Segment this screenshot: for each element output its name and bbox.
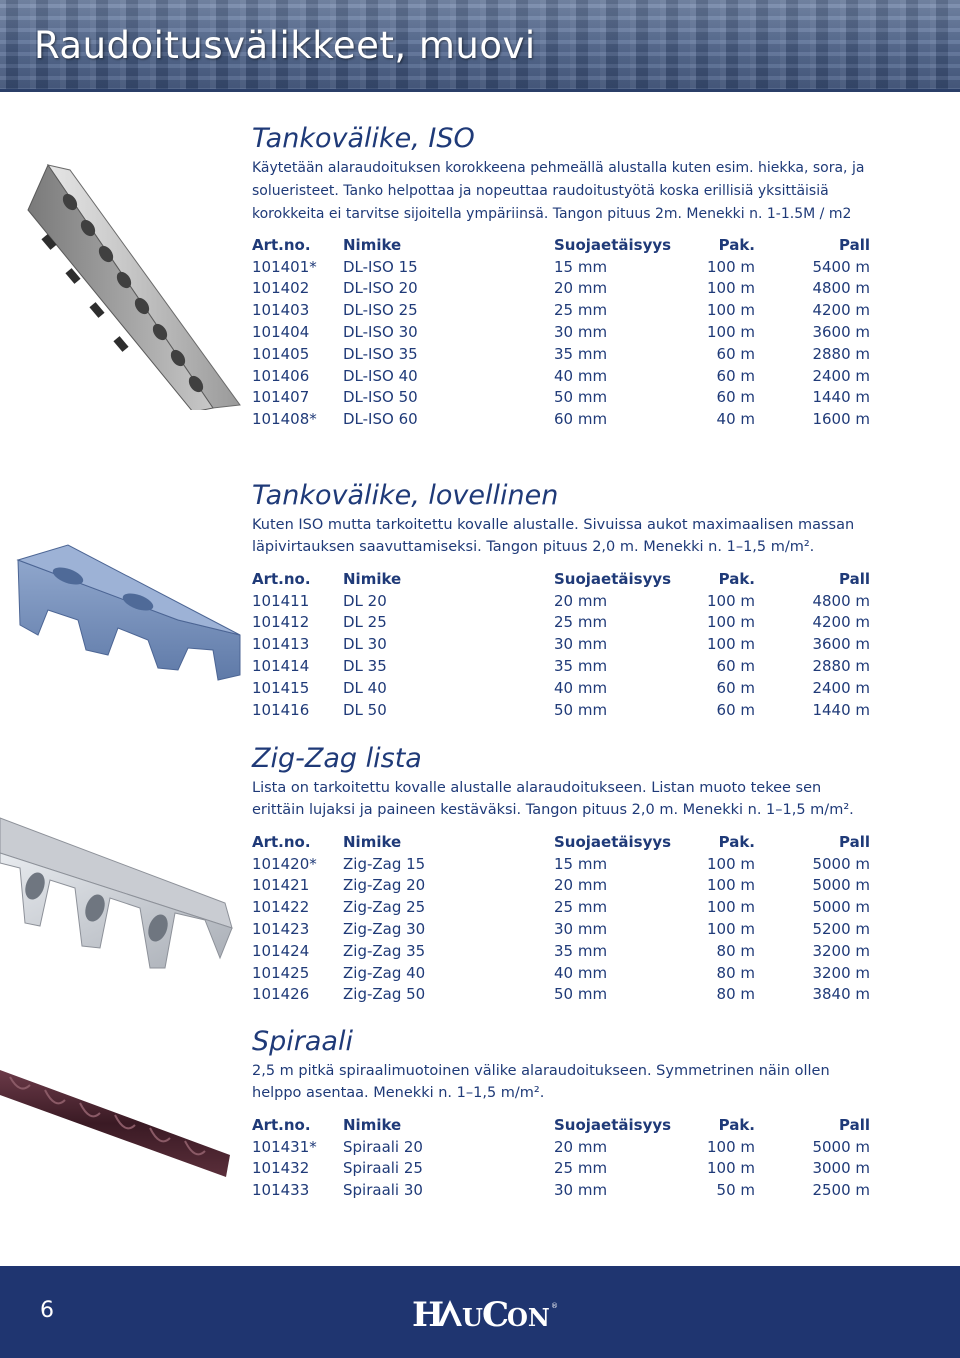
cell-art: 101405 [252, 344, 310, 363]
cell-pall: 5000 m [812, 898, 870, 917]
cell-pak: 60 m [716, 700, 755, 719]
col-header-pak: Pak. [718, 832, 755, 851]
cell-art: 101425 [252, 963, 310, 982]
section-spiral [252, 1026, 892, 1201]
table-row [252, 699, 870, 721]
cell-pak: 100 m [706, 323, 755, 342]
col-header-name: Nimike [343, 832, 402, 851]
cell-art: 101403 [252, 301, 310, 320]
cell-art: 101420* [252, 854, 317, 873]
table-row [252, 343, 870, 365]
table-row [252, 278, 870, 300]
cell-art: 101414 [252, 657, 310, 676]
col-header-pak: Pak. [718, 235, 755, 254]
cell-pall: 4200 m [812, 301, 870, 320]
cell-distance: 20 mm [554, 876, 608, 895]
cell-pall: 5000 m [812, 854, 870, 873]
cell-pak: 100 m [706, 854, 755, 873]
table-row [252, 590, 870, 612]
cell-pak: 80 m [716, 985, 755, 1004]
col-header-distance: Suojaetäisyys [554, 569, 672, 588]
section-description: 2,5 m pitkä spiraalimuotoinen välike alaraudoitukseen. Symmetrinen näin ollen helppo asentaa. Menekki n. 1–1,5 m/m². [252, 1063, 830, 1101]
cell-distance: 25 mm [554, 898, 608, 917]
product-table [252, 831, 870, 1005]
table-row [252, 655, 870, 677]
section-title: Tankovälike, ISO [252, 123, 475, 154]
cell-pall: 2880 m [812, 344, 870, 363]
table-row [252, 918, 870, 940]
cell-pall: 5000 m [812, 1137, 870, 1156]
cell-name: DL-ISO 40 [343, 366, 418, 385]
table-row [252, 896, 870, 918]
cell-art: 101421 [252, 876, 310, 895]
cell-distance: 25 mm [554, 301, 608, 320]
cell-pall: 3840 m [812, 985, 870, 1004]
cell-pak: 80 m [716, 941, 755, 960]
cell-name: DL-ISO 30 [343, 323, 418, 342]
table-row [252, 875, 870, 897]
cell-name: Spiraali 20 [343, 1137, 423, 1156]
col-header-pall: Pall [839, 832, 870, 851]
cell-pak: 60 m [716, 657, 755, 676]
section-zigzag [252, 743, 892, 1005]
cell-pall: 5000 m [812, 876, 870, 895]
table-row [252, 612, 870, 634]
table-row [252, 633, 870, 655]
cell-pak: 40 m [716, 410, 755, 429]
section-title: Spiraali [252, 1026, 353, 1057]
table-row [252, 984, 870, 1006]
svg-text:U: U [462, 1303, 483, 1332]
cell-name: Zig-Zag 35 [343, 941, 426, 960]
cell-pall: 4800 m [812, 279, 870, 298]
section-description: Lista on tarkoitettu kovalle alustalle alaraudoitukseen. Listan muoto tekee sen erittäin lujaksi ja paineen kestäväksi. Tangon pituus 2,0 m. Menekki n. 1–1,5 m/m². [252, 780, 854, 818]
col-header-distance: Suojaetäisyys [554, 235, 672, 254]
section-notched [252, 480, 892, 721]
cell-pall: 2500 m [812, 1181, 870, 1200]
col-header-pak: Pak. [718, 1115, 755, 1134]
cell-distance: 30 mm [554, 1181, 608, 1200]
cell-pall: 3200 m [812, 963, 870, 982]
cell-pak: 60 m [716, 678, 755, 697]
col-header-art: Art.no. [252, 832, 311, 851]
cell-pak: 100 m [706, 898, 755, 917]
cell-pall: 1440 m [812, 388, 870, 407]
section-title: Zig-Zag lista [252, 743, 422, 774]
cell-name: DL 40 [343, 678, 387, 697]
cell-name: Zig-Zag 50 [343, 985, 426, 1004]
cell-art: 101412 [252, 613, 310, 632]
cell-pak: 60 m [716, 366, 755, 385]
cell-name: Spiraali 30 [343, 1181, 423, 1200]
col-header-pak: Pak. [718, 569, 755, 588]
page-title: Raudoitusvälikkeet, muovi [34, 24, 536, 67]
svg-text:®: ® [551, 1302, 558, 1310]
cell-art: 101432 [252, 1159, 310, 1178]
cell-distance: 30 mm [554, 635, 608, 654]
cell-name: DL-ISO 20 [343, 279, 418, 298]
table-row [252, 365, 870, 387]
table-row [252, 940, 870, 962]
cell-art: 101431* [252, 1137, 317, 1156]
cell-art: 101408* [252, 410, 317, 429]
col-header-distance: Suojaetäisyys [554, 1115, 672, 1134]
product-table [252, 568, 870, 721]
footer-bar [0, 1266, 960, 1358]
cell-art: 101426 [252, 985, 310, 1004]
col-header-pall: Pall [839, 569, 870, 588]
cell-pall: 4800 m [812, 591, 870, 610]
table-row [252, 853, 870, 875]
col-header-art: Art.no. [252, 569, 311, 588]
header-banner [0, 0, 960, 92]
cell-name: Zig-Zag 20 [343, 876, 426, 895]
svg-text:C: C [482, 1295, 510, 1334]
cell-art: 101424 [252, 941, 310, 960]
table-header-row [252, 234, 870, 256]
cell-distance: 15 mm [554, 854, 608, 873]
table-header-row [252, 1114, 870, 1136]
cell-pak: 100 m [706, 279, 755, 298]
cell-distance: 15 mm [554, 257, 608, 276]
cell-name: Zig-Zag 40 [343, 963, 426, 982]
section-iso [252, 123, 892, 430]
col-header-name: Nimike [343, 1115, 402, 1134]
notched-spacer-image [8, 540, 244, 690]
cell-name: DL-ISO 15 [343, 257, 418, 276]
cell-distance: 35 mm [554, 941, 608, 960]
cell-pall: 1440 m [812, 700, 870, 719]
cell-art: 101413 [252, 635, 310, 654]
cell-pak: 100 m [706, 591, 755, 610]
cell-art: 101406 [252, 366, 310, 385]
cell-pak: 100 m [706, 257, 755, 276]
cell-distance: 50 mm [554, 985, 608, 1004]
cell-pall: 3600 m [812, 635, 870, 654]
cell-name: DL 35 [343, 657, 387, 676]
cell-pall: 5200 m [812, 920, 870, 939]
cell-name: Zig-Zag 25 [343, 898, 426, 917]
svg-text:ON: ON [507, 1303, 550, 1332]
cell-art: 101407 [252, 388, 310, 407]
cell-distance: 25 mm [554, 613, 608, 632]
cell-art: 101433 [252, 1181, 310, 1200]
cell-pall: 3600 m [812, 323, 870, 342]
col-header-pall: Pall [839, 235, 870, 254]
cell-pak: 100 m [706, 301, 755, 320]
product-table [252, 1114, 870, 1201]
table-row [252, 962, 870, 984]
col-header-art: Art.no. [252, 235, 311, 254]
cell-distance: 30 mm [554, 920, 608, 939]
haucon-logo [412, 1290, 562, 1334]
table-row [252, 1136, 870, 1158]
cell-pak: 60 m [716, 344, 755, 363]
product-table [252, 234, 870, 430]
cell-art: 101415 [252, 678, 310, 697]
cell-pall: 3200 m [812, 941, 870, 960]
cell-art: 101404 [252, 323, 310, 342]
cell-name: DL-ISO 50 [343, 388, 418, 407]
cell-distance: 60 mm [554, 410, 608, 429]
cell-distance: 40 mm [554, 963, 608, 982]
col-header-pall: Pall [839, 1115, 870, 1134]
table-row [252, 387, 870, 409]
cell-name: DL-ISO 35 [343, 344, 418, 363]
table-row [252, 256, 870, 278]
col-header-distance: Suojaetäisyys [554, 832, 672, 851]
cell-name: DL 20 [343, 591, 387, 610]
cell-distance: 50 mm [554, 700, 608, 719]
section-title: Tankovälike, lovellinen [252, 480, 559, 511]
table-row [252, 677, 870, 699]
iso-spacer-image [8, 150, 246, 410]
cell-art: 101411 [252, 591, 310, 610]
table-row [252, 1179, 870, 1201]
cell-distance: 25 mm [554, 1159, 608, 1178]
cell-distance: 20 mm [554, 591, 608, 610]
cell-pak: 100 m [706, 613, 755, 632]
section-description: Käytetään alaraudoituksen korokkeena pehmeällä alustalla kuten esim. hiekka, sora, ja solueristeet. Tanko helpottaa ja nopeuttaa raudoitustyötä koska erillisiä yksittäisiä korokkeita ei tarvitse sijoitella ympäriinsä. Tangon pituus 2m. Menekki n. 1-1.5M / m2 [252, 160, 865, 222]
cell-art: 101423 [252, 920, 310, 939]
svg-text:H: H [412, 1295, 445, 1334]
cell-art: 101402 [252, 279, 310, 298]
cell-pak: 80 m [716, 963, 755, 982]
cell-name: Zig-Zag 30 [343, 920, 426, 939]
cell-distance: 20 mm [554, 1137, 608, 1156]
cell-pall: 3000 m [812, 1159, 870, 1178]
table-row [252, 408, 870, 430]
table-row [252, 299, 870, 321]
cell-distance: 20 mm [554, 279, 608, 298]
cell-art: 101401* [252, 257, 317, 276]
cell-pall: 2400 m [812, 678, 870, 697]
cell-pak: 100 m [706, 1137, 755, 1156]
cell-pak: 100 m [706, 635, 755, 654]
cell-distance: 35 mm [554, 344, 608, 363]
cell-name: Spiraali 25 [343, 1159, 423, 1178]
col-header-name: Nimike [343, 569, 402, 588]
cell-distance: 40 mm [554, 366, 608, 385]
zigzag-spacer-image [0, 808, 238, 988]
page-number: 6 [40, 1298, 54, 1323]
cell-distance: 30 mm [554, 323, 608, 342]
cell-pak: 100 m [706, 1159, 755, 1178]
table-header-row [252, 568, 870, 590]
cell-name: Zig-Zag 15 [343, 854, 426, 873]
cell-name: DL 50 [343, 700, 387, 719]
cell-pall: 2400 m [812, 366, 870, 385]
cell-distance: 35 mm [554, 657, 608, 676]
cell-pall: 2880 m [812, 657, 870, 676]
col-header-art: Art.no. [252, 1115, 311, 1134]
cell-name: DL 25 [343, 613, 387, 632]
cell-pall: 5400 m [812, 257, 870, 276]
cell-name: DL-ISO 25 [343, 301, 418, 320]
table-row [252, 321, 870, 343]
table-header-row [252, 831, 870, 853]
cell-pak: 100 m [706, 876, 755, 895]
cell-pak: 60 m [716, 388, 755, 407]
spiral-spacer-image [0, 1055, 236, 1185]
cell-name: DL-ISO 60 [343, 410, 418, 429]
cell-art: 101416 [252, 700, 310, 719]
cell-distance: 50 mm [554, 388, 608, 407]
cell-pall: 4200 m [812, 613, 870, 632]
cell-pall: 1600 m [812, 410, 870, 429]
col-header-name: Nimike [343, 235, 402, 254]
cell-art: 101422 [252, 898, 310, 917]
cell-pak: 50 m [716, 1181, 755, 1200]
cell-distance: 40 mm [554, 678, 608, 697]
cell-pak: 100 m [706, 920, 755, 939]
section-description: Kuten ISO mutta tarkoitettu kovalle alustalle. Sivuissa aukot maximaalisen massan läpivirtauksen saavuttamiseksi. Tangon pituus 2,0 m. Menekki n. 1–1,5 m/m². [252, 517, 855, 555]
table-row [252, 1158, 870, 1180]
cell-name: DL 30 [343, 635, 387, 654]
